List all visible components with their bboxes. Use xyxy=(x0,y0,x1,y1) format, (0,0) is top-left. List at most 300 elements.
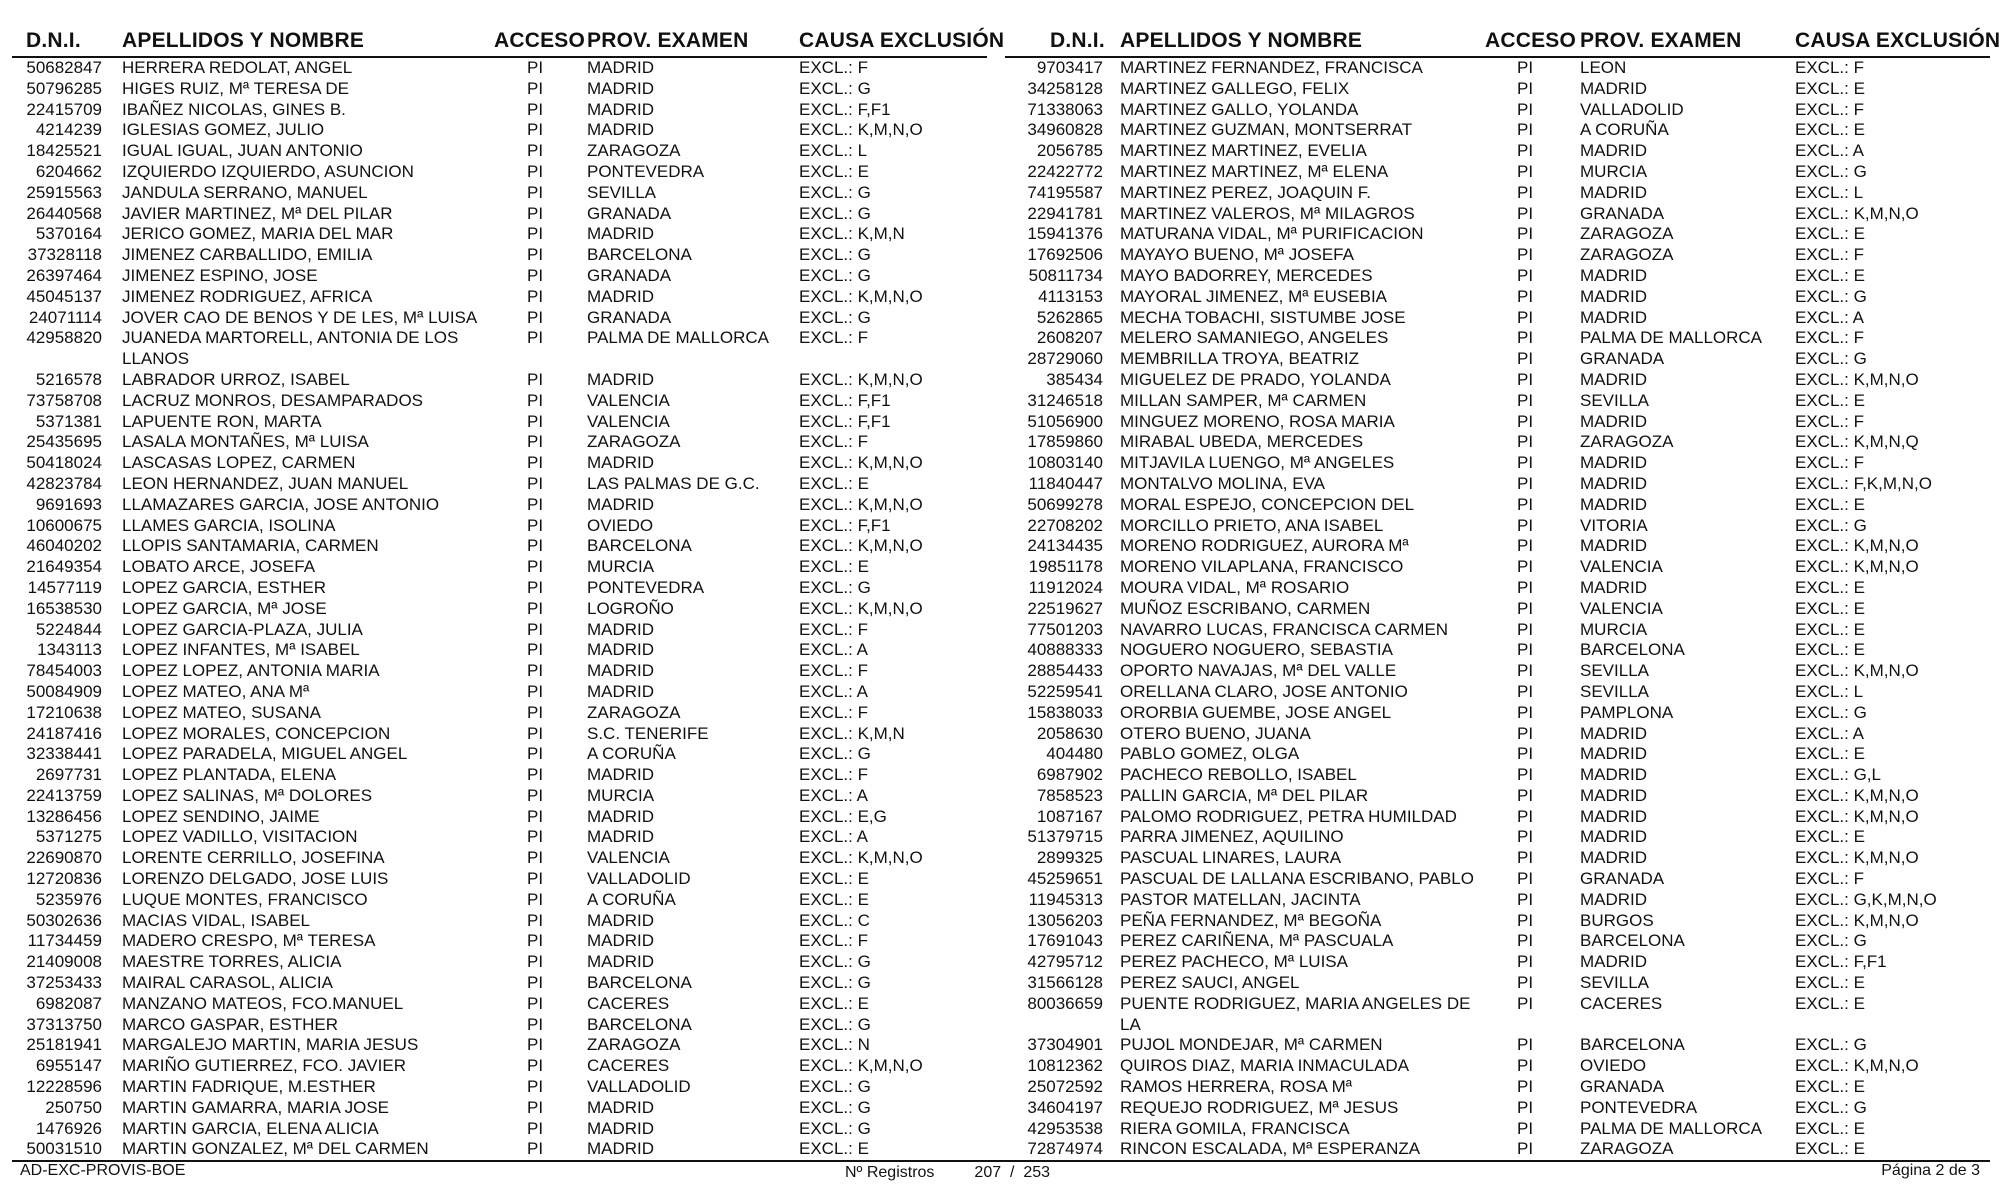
name-cell: MATURANA VIDAL, Mª PURIFICACION xyxy=(1120,224,1424,244)
prov-cell: VALLADOLID xyxy=(587,1077,691,1097)
causa-cell: EXCL.: G xyxy=(799,245,871,265)
table-row xyxy=(1005,391,1990,412)
acceso-cell: PI xyxy=(527,1014,544,1034)
header-causa: CAUSA EXCLUSIÓN xyxy=(1795,29,2000,52)
causa-cell: EXCL.: K,M,N,O xyxy=(799,848,923,868)
prov-cell: MADRID xyxy=(587,1118,655,1138)
prov-cell: ZARAGOZA xyxy=(1580,432,1674,452)
acceso-cell: PI xyxy=(527,1139,544,1159)
table-row xyxy=(1005,536,1990,557)
acceso-cell: PI xyxy=(527,931,544,951)
table-row xyxy=(1005,1098,1990,1119)
dni-cell: 50302636 xyxy=(26,910,102,930)
dni-cell: 25915563 xyxy=(26,182,102,202)
prov-cell: MADRID xyxy=(587,224,655,244)
name-cell: IZQUIERDO IZQUIERDO, ASUNCION xyxy=(122,161,414,181)
causa-cell: EXCL.: C xyxy=(799,910,870,930)
name-cell: JERICO GOMEZ, MARIA DEL MAR xyxy=(122,224,394,244)
dni-cell: 50699278 xyxy=(1027,494,1103,514)
acceso-cell: PI xyxy=(527,806,544,826)
dni-cell: 37313750 xyxy=(26,1014,102,1034)
dni-cell: 5370164 xyxy=(35,224,102,244)
dni-cell: 34258128 xyxy=(1027,78,1103,98)
table-row xyxy=(12,204,987,225)
dni-cell: 25435695 xyxy=(26,432,102,452)
name-cell: MEMBRILLA TROYA, BEATRIZ xyxy=(1120,349,1359,369)
dni-cell: 42823784 xyxy=(26,473,102,493)
prov-cell: A CORUÑA xyxy=(587,889,676,909)
causa-cell: EXCL.: K,M,N,O xyxy=(1795,848,1919,868)
prov-cell: MADRID xyxy=(587,661,655,681)
name-cell: JUANEDA MARTORELL, ANTONIA DE LOS LLANOS xyxy=(122,328,459,369)
table-row xyxy=(1005,204,1990,225)
causa-cell: EXCL.: G xyxy=(799,744,871,764)
acceso-cell: PI xyxy=(1517,390,1534,410)
causa-cell: EXCL.: F xyxy=(1795,869,1864,889)
name-cell: IGUAL IGUAL, JUAN ANTONIO xyxy=(122,141,363,161)
name-cell: PUENTE RODRIGUEZ, MARIA ANGELES DE LA xyxy=(1120,993,1471,1034)
table-row xyxy=(12,1139,987,1160)
dni-cell: 24071114 xyxy=(28,307,102,327)
dni-cell: 10803140 xyxy=(1027,453,1103,473)
left-column-table xyxy=(12,28,1005,1160)
name-cell: MARCO GASPAR, ESTHER xyxy=(122,1014,338,1034)
table-row xyxy=(12,141,987,162)
table-row xyxy=(1005,495,1990,516)
name-cell: MARTINEZ MARTINEZ, Mª ELENA xyxy=(1120,161,1389,181)
name-cell: MARIÑO GUTIERREZ, FCO. JAVIER xyxy=(122,1056,406,1076)
causa-cell: EXCL.: F xyxy=(799,931,868,951)
table-row xyxy=(12,703,987,724)
causa-cell: EXCL.: F,K,M,N,O xyxy=(1795,473,1932,493)
causa-cell: EXCL.: E xyxy=(799,557,869,577)
name-cell: LORENTE CERRILLO, JOSEFINA xyxy=(122,848,385,868)
acceso-cell: PI xyxy=(1517,952,1534,972)
table-row xyxy=(12,224,987,245)
dni-cell: 10600675 xyxy=(26,515,102,535)
causa-cell: EXCL.: F xyxy=(799,765,868,785)
dni-cell: 22413759 xyxy=(26,785,102,805)
prov-cell: LAS PALMAS DE G.C. xyxy=(587,473,760,493)
causa-cell: EXCL.: K,M,N,O xyxy=(799,369,923,389)
name-cell: MARTINEZ GALLEGO, FELIX xyxy=(1120,78,1350,98)
causa-cell: EXCL.: A xyxy=(1795,723,1864,743)
causa-cell: EXCL.: E xyxy=(799,889,869,909)
name-cell: RIERA GOMILA, FRANCISCA xyxy=(1120,1118,1350,1138)
prov-cell: OVIEDO xyxy=(587,515,654,535)
causa-cell: EXCL.: A xyxy=(799,785,868,805)
dni-cell: 9691693 xyxy=(35,494,102,514)
prov-cell: BARCELONA xyxy=(587,973,692,993)
prov-cell: CACERES xyxy=(1580,993,1663,1013)
acceso-cell: PI xyxy=(1517,120,1534,140)
table-row xyxy=(12,162,987,183)
prov-cell: MADRID xyxy=(587,58,655,77)
acceso-cell: PI xyxy=(527,58,544,77)
dni-cell: 6982087 xyxy=(35,993,102,1013)
prov-cell: MADRID xyxy=(1580,78,1648,98)
name-cell: HIGES RUIZ, Mª TERESA DE xyxy=(122,78,350,98)
table-row xyxy=(1005,640,1990,661)
causa-cell: EXCL.: F,F1 xyxy=(799,390,891,410)
table-row xyxy=(12,682,987,703)
table-row xyxy=(12,308,987,329)
causa-cell: EXCL.: E xyxy=(1795,1139,1865,1159)
acceso-cell: PI xyxy=(1517,245,1534,265)
name-cell: PASCUAL DE LALLANA ESCRIBANO, PABLO xyxy=(1120,869,1474,889)
dni-cell: 6955147 xyxy=(35,1056,102,1076)
name-cell: LEON HERNANDEZ, JUAN MANUEL xyxy=(122,473,409,493)
acceso-cell: PI xyxy=(1517,536,1534,556)
causa-cell: EXCL.: A xyxy=(1795,141,1864,161)
dni-cell: 11912024 xyxy=(1028,577,1103,597)
table-row xyxy=(1005,1056,1990,1077)
causa-cell: EXCL.: E xyxy=(1795,973,1865,993)
name-cell: MINGUEZ MORENO, ROSA MARIA xyxy=(1120,411,1395,431)
acceso-cell: PI xyxy=(527,1097,544,1117)
prov-cell: MADRID xyxy=(1580,723,1648,743)
name-cell: PEREZ SAUCI, ANGEL xyxy=(1120,973,1300,993)
name-cell: MARTIN GARCIA, ELENA ALICIA xyxy=(122,1118,379,1138)
causa-cell: EXCL.: E xyxy=(1795,640,1865,660)
prov-cell: MADRID xyxy=(1580,889,1648,909)
prov-cell: S.C. TENERIFE xyxy=(587,723,709,743)
name-cell: JIMENEZ RODRIGUEZ, AFRICA xyxy=(122,286,373,306)
causa-cell: EXCL.: G,K,M,N,O xyxy=(1795,889,1937,909)
prov-cell: MADRID xyxy=(1580,536,1648,556)
acceso-cell: PI xyxy=(527,681,544,701)
acceso-cell: PI xyxy=(1517,141,1534,161)
name-cell: JIMENEZ CARBALLIDO, EMILIA xyxy=(122,245,373,265)
name-cell: PALOMO RODRIGUEZ, PETRA HUMILDAD xyxy=(1120,806,1457,826)
dni-cell: 5224844 xyxy=(35,619,102,639)
prov-cell: GRANADA xyxy=(1580,1077,1665,1097)
causa-cell: EXCL.: E xyxy=(1795,1118,1865,1138)
table-row xyxy=(1005,1077,1990,1098)
table-row xyxy=(1005,224,1990,245)
table-row xyxy=(1005,453,1990,474)
dni-cell: 72874974 xyxy=(1027,1139,1103,1159)
name-cell: ORORBIA GUEMBE, JOSE ANGEL xyxy=(1120,702,1392,722)
table-row xyxy=(1005,578,1990,599)
acceso-cell: PI xyxy=(527,640,544,660)
dni-cell: 13286456 xyxy=(26,806,102,826)
acceso-cell: PI xyxy=(527,432,544,452)
table-row xyxy=(12,973,987,994)
dni-cell: 37253433 xyxy=(26,973,102,993)
causa-cell: EXCL.: L xyxy=(1795,681,1864,701)
acceso-cell: PI xyxy=(1517,577,1534,597)
dni-cell: 34604197 xyxy=(1027,1097,1103,1117)
dni-cell: 74195587 xyxy=(1027,182,1103,202)
prov-cell: BARCELONA xyxy=(587,536,692,556)
causa-cell: EXCL.: A xyxy=(799,827,868,847)
table-row xyxy=(12,412,987,433)
acceso-cell: PI xyxy=(1517,785,1534,805)
acceso-cell: PI xyxy=(1517,432,1534,452)
dni-cell: 80036659 xyxy=(1027,993,1103,1013)
prov-cell: MADRID xyxy=(1580,141,1648,161)
table-row xyxy=(1005,412,1990,433)
causa-cell: EXCL.: A xyxy=(1795,307,1864,327)
acceso-cell: PI xyxy=(527,120,544,140)
dni-cell: 5216578 xyxy=(35,369,102,389)
header-causa: CAUSA EXCLUSIÓN xyxy=(799,29,1005,52)
causa-cell: EXCL.: G xyxy=(1795,1035,1867,1055)
name-cell: LOPEZ VADILLO, VISITACION xyxy=(122,827,358,847)
acceso-cell: PI xyxy=(527,619,544,639)
dni-cell: 6204662 xyxy=(35,161,102,181)
prov-cell: MADRID xyxy=(1580,286,1648,306)
table-row xyxy=(1005,141,1990,162)
name-cell: QUIROS DIAZ, MARIA INMACULADA xyxy=(1120,1056,1410,1076)
name-cell: LACRUZ MONROS, DESAMPARADOS xyxy=(122,390,424,410)
causa-cell: EXCL.: N xyxy=(799,1035,870,1055)
prov-cell: MADRID xyxy=(1580,265,1648,285)
table-row xyxy=(1005,599,1990,620)
name-cell: MORAL ESPEJO, CONCEPCION DEL xyxy=(1120,494,1415,514)
table-row xyxy=(12,432,987,453)
dni-cell: 42795712 xyxy=(1027,952,1103,972)
name-cell: NOGUERO NOGUERO, SEBASTIA xyxy=(1120,640,1393,660)
prov-cell: BARCELONA xyxy=(1580,931,1685,951)
acceso-cell: PI xyxy=(527,245,544,265)
table-row xyxy=(12,370,987,391)
dni-cell: 2058630 xyxy=(1036,723,1103,743)
causa-cell: EXCL.: A xyxy=(799,640,868,660)
acceso-cell: PI xyxy=(1517,78,1534,98)
prov-cell: MURCIA xyxy=(587,557,655,577)
acceso-cell: PI xyxy=(1517,702,1534,722)
acceso-cell: PI xyxy=(527,307,544,327)
dni-cell: 22941781 xyxy=(1027,203,1103,223)
dni-cell: 13056203 xyxy=(1027,910,1103,930)
footer-report-code: AD-EXC-PROVIS-BOE xyxy=(20,1162,186,1179)
table-row xyxy=(12,183,987,204)
table-row xyxy=(12,911,987,932)
prov-cell: PALMA DE MALLORCA xyxy=(587,328,770,348)
table-row xyxy=(12,952,987,973)
acceso-cell: PI xyxy=(1517,869,1534,889)
causa-cell: EXCL.: K,M,N,O xyxy=(799,453,923,473)
causa-cell: EXCL.: F,F1 xyxy=(799,99,891,119)
prov-cell: VALLADOLID xyxy=(1580,99,1684,119)
table-row xyxy=(12,58,987,79)
prov-cell: GRANADA xyxy=(587,307,672,327)
causa-cell: EXCL.: E xyxy=(799,993,869,1013)
acceso-cell: PI xyxy=(527,1035,544,1055)
table-row xyxy=(12,495,987,516)
acceso-cell: PI xyxy=(527,265,544,285)
table-row xyxy=(12,1119,987,1140)
table-row xyxy=(12,599,987,620)
name-cell: OPORTO NAVAJAS, Mª DEL VALLE xyxy=(1120,661,1397,681)
causa-cell: EXCL.: K,M,N,O xyxy=(799,494,923,514)
causa-cell: EXCL.: G xyxy=(1795,286,1867,306)
causa-cell: EXCL.: G xyxy=(1795,702,1867,722)
acceso-cell: PI xyxy=(1517,161,1534,181)
header-prov: PROV. EXAMEN xyxy=(587,29,749,52)
name-cell: LOBATO ARCE, JOSEFA xyxy=(122,557,316,577)
prov-cell: MADRID xyxy=(587,453,655,473)
prov-cell: MADRID xyxy=(1580,827,1648,847)
name-cell: MAYO BADORREY, MERCEDES xyxy=(1120,265,1373,285)
acceso-cell: PI xyxy=(527,827,544,847)
table-row xyxy=(1005,1139,1990,1160)
prov-cell: MADRID xyxy=(587,1097,655,1117)
name-cell: MANZANO MATEOS, FCO.MANUEL xyxy=(122,993,404,1013)
prov-cell: SEVILLA xyxy=(587,182,656,202)
acceso-cell: PI xyxy=(1517,286,1534,306)
prov-cell: VITORIA xyxy=(1580,515,1648,535)
causa-cell: EXCL.: F xyxy=(1795,328,1864,348)
name-cell: PACHECO REBOLLO, ISABEL xyxy=(1120,765,1357,785)
acceso-cell: PI xyxy=(1517,1056,1534,1076)
prov-cell: MADRID xyxy=(587,827,655,847)
name-cell: PEÑA FERNANDEZ, Mª BEGOÑA xyxy=(1120,910,1382,930)
acceso-cell: PI xyxy=(527,1118,544,1138)
prov-cell: MURCIA xyxy=(1580,619,1648,639)
dni-cell: 1087167 xyxy=(1036,806,1103,826)
causa-cell: EXCL.: G xyxy=(799,78,871,98)
prov-cell: LOGROÑO xyxy=(587,598,674,618)
acceso-cell: PI xyxy=(527,369,544,389)
prov-cell: PALMA DE MALLORCA xyxy=(1580,1118,1763,1138)
prov-cell: MADRID xyxy=(587,1139,655,1159)
causa-cell: EXCL.: F xyxy=(1795,245,1864,265)
table-row xyxy=(1005,308,1990,329)
causa-cell: EXCL.: G xyxy=(1795,349,1867,369)
prov-cell: VALENCIA xyxy=(587,848,670,868)
dni-cell: 1476926 xyxy=(35,1118,102,1138)
footer-page-number: Página 2 de 3 xyxy=(1881,1162,1980,1179)
prov-cell: MADRID xyxy=(587,640,655,660)
table-row xyxy=(1005,162,1990,183)
prov-cell: GRANADA xyxy=(1580,349,1665,369)
prov-cell: PALMA DE MALLORCA xyxy=(1580,328,1763,348)
dni-cell: 15838033 xyxy=(1027,702,1103,722)
prov-cell: GRANADA xyxy=(1580,203,1665,223)
acceso-cell: PI xyxy=(1517,411,1534,431)
prov-cell: MURCIA xyxy=(587,785,655,805)
table-row xyxy=(1005,58,1990,79)
table-row xyxy=(12,245,987,266)
dni-cell: 31566128 xyxy=(1027,973,1103,993)
name-cell: JOVER CAO DE BENOS Y DE LES, Mª LUISA xyxy=(122,307,478,327)
dni-cell: 17859860 xyxy=(1027,432,1103,452)
prov-cell: PAMPLONA xyxy=(1580,702,1674,722)
causa-cell: EXCL.: E xyxy=(1795,993,1865,1013)
dni-cell: 22708202 xyxy=(1027,515,1103,535)
dni-cell: 50084909 xyxy=(26,681,102,701)
prov-cell: MADRID xyxy=(587,952,655,972)
name-cell: PUJOL MONDEJAR, Mª CARMEN xyxy=(1120,1035,1383,1055)
acceso-cell: PI xyxy=(1517,369,1534,389)
name-cell: MADERO CRESPO, Mª TERESA xyxy=(122,931,376,951)
prov-cell: LEON xyxy=(1580,58,1627,77)
dni-cell: 11945313 xyxy=(1028,889,1103,909)
table-row xyxy=(1005,786,1990,807)
dni-cell: 51379715 xyxy=(1027,827,1103,847)
prov-cell: OVIEDO xyxy=(1580,1056,1647,1076)
table-row xyxy=(1005,1035,1990,1056)
dni-cell: 2697731 xyxy=(35,765,102,785)
table-row xyxy=(12,786,987,807)
dni-cell: 22519627 xyxy=(1027,598,1103,618)
prov-cell: A CORUÑA xyxy=(1580,120,1669,140)
causa-cell: EXCL.: E xyxy=(1795,577,1865,597)
causa-cell: EXCL.: G xyxy=(799,203,871,223)
header-acceso: ACCESO xyxy=(1485,29,1577,52)
name-cell: LOPEZ GARCIA, ESTHER xyxy=(122,577,327,597)
dni-cell: 26397464 xyxy=(26,265,102,285)
name-cell: LOPEZ MORALES, CONCEPCION xyxy=(122,723,391,743)
causa-cell: EXCL.: K,M,N xyxy=(799,224,905,244)
right-rows xyxy=(1005,58,1990,1160)
causa-cell: EXCL.: K,M,N,O xyxy=(799,286,923,306)
prov-cell: MADRID xyxy=(1580,765,1648,785)
prov-cell: BARCELONA xyxy=(587,245,692,265)
acceso-cell: PI xyxy=(527,141,544,161)
causa-cell: EXCL.: K,M,N,O xyxy=(1795,369,1919,389)
dni-cell: 5371381 xyxy=(35,411,102,431)
dni-cell: 404480 xyxy=(1046,744,1103,764)
name-cell: LOPEZ GARCIA-PLAZA, JULIA xyxy=(122,619,363,639)
name-cell: MORENO RODRIGUEZ, AURORA Mª xyxy=(1120,536,1409,556)
prov-cell: MADRID xyxy=(587,369,655,389)
acceso-cell: PI xyxy=(527,723,544,743)
table-row xyxy=(1005,744,1990,765)
table-row xyxy=(12,1015,987,1036)
dni-cell: 19851178 xyxy=(1028,557,1103,577)
causa-cell: EXCL.: K,M,N,O xyxy=(1795,910,1919,930)
name-cell: MAIRAL CARASOL, ALICIA xyxy=(122,973,333,993)
causa-cell: EXCL.: F xyxy=(799,702,868,722)
dni-cell: 50796285 xyxy=(26,78,102,98)
prov-cell: ZARAGOZA xyxy=(587,141,681,161)
dni-cell: 11734459 xyxy=(27,931,102,951)
name-cell: LLAMAZARES GARCIA, JOSE ANTONIO xyxy=(122,494,440,514)
dni-cell: 7858523 xyxy=(1036,785,1103,805)
footer-record-count: Nº Registros 207 / 253 xyxy=(845,1164,1051,1181)
acceso-cell: PI xyxy=(527,203,544,223)
acceso-cell: PI xyxy=(527,848,544,868)
acceso-cell: PI xyxy=(1517,598,1534,618)
name-cell: RAMOS HERRERA, ROSA Mª xyxy=(1120,1077,1353,1097)
table-row xyxy=(1005,245,1990,266)
prov-cell: ZARAGOZA xyxy=(1580,245,1674,265)
causa-cell: EXCL.: E xyxy=(1795,827,1865,847)
dni-cell: 2608207 xyxy=(1036,328,1103,348)
dni-cell: 21409008 xyxy=(26,952,102,972)
prov-cell: MADRID xyxy=(1580,577,1648,597)
causa-cell: EXCL.: E xyxy=(1795,1077,1865,1097)
prov-cell: CACERES xyxy=(587,1056,670,1076)
name-cell: LOPEZ MATEO, SUSANA xyxy=(122,702,322,722)
prov-cell: BARCELONA xyxy=(1580,1035,1685,1055)
prov-cell: MADRID xyxy=(1580,806,1648,826)
header-acceso: ACCESO xyxy=(494,29,586,52)
causa-cell: EXCL.: K,M,N,O xyxy=(1795,203,1919,223)
acceso-cell: PI xyxy=(527,494,544,514)
prov-cell: MADRID xyxy=(587,78,655,98)
prov-cell: VALLADOLID xyxy=(587,869,691,889)
prov-cell: MADRID xyxy=(587,910,655,930)
prov-cell: MADRID xyxy=(1580,369,1648,389)
name-cell: LOPEZ MATEO, ANA Mª xyxy=(122,681,310,701)
table-row xyxy=(12,744,987,765)
header-dni: D.N.I. xyxy=(1050,29,1105,52)
